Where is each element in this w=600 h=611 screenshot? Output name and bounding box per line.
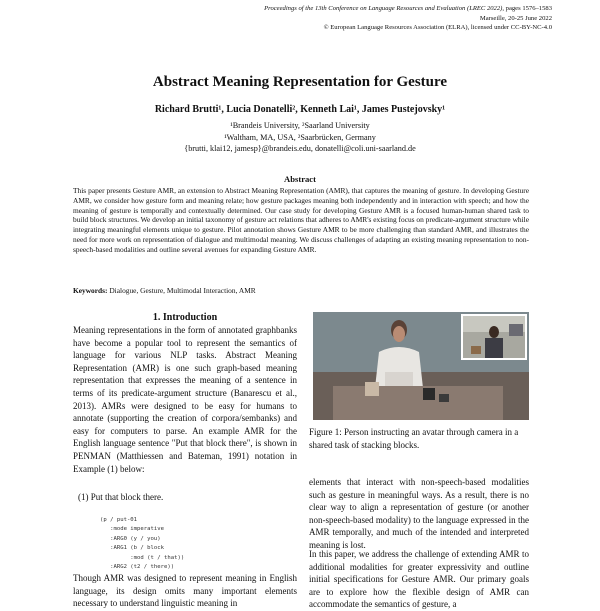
avatar-scene-illustration [313, 312, 529, 420]
body-paragraph: In this paper, we address the challenge of extending AMR to additional modalities for greater expressivity and outline initial specifications for Gesture AMR. Our primary goals are to explore how the flexible design of AMR can accommodate the semantics of gesture, a [309, 549, 529, 610]
abstract-heading: Abstract [284, 174, 316, 184]
paper-title: Abstract Meaning Representation for Gesture [152, 74, 448, 90]
body-paragraph: elements that interact with non-speech-based modalities such as gesture in meaningful ways. As a result, there is no clear way to align a representation of gesture (or another non-speech-based modality) to the language expressed in the AMR temporally, and much of the intended and interpreted meaning is lost. [309, 477, 529, 550]
header-line1: Proceedings of the 13th Conference on Language Resources and Evaluation (LREC 2022) [264, 5, 503, 12]
email-line: {brutti, klai12, jamesp}@brandeis.edu, donatelli@coli.uni-saarland.de [184, 144, 416, 153]
keywords [73, 286, 529, 295]
figure-caption: Figure 1: Person instructing an avatar through camera in a shared task of stacking blocks. [309, 427, 519, 450]
affiliation-line: ¹Brandeis University, ²Saarland University [230, 121, 370, 130]
abstract-text: This paper presents Gesture AMR, an extension to Abstract Meaning Representation (AMR), that captures the meaning of gesture. In developing Gesture AMR, we consider how gesture form and meaning relate; how gesture packages meaning both independently and in interaction with speech; and how the meaning of gesture is temporally and contextually determined. Our case study for developing Gesture AMR is a focused human-human shared task to build block structures. We develop an initial taxonomy of gesture act relations that adheres to AMR's existing focus on predicate-argument structure while integrating meaningful elements unique to gesture. Pilot annotation shows Gesture AMR to be more challenging than standard AMR, and illustrates the need for more work on representation of dialogue and multimodal meaning. We discuss challenges of adapting an existing meaning representation to non-speech-based modalities and outline several avenues for expanding Gesture AMR. [73, 186, 529, 254]
keywords-text: Dialogue, Gesture, Multimodal Interaction, AMR [107, 286, 256, 295]
keywords-label: Keywords: [73, 286, 108, 295]
affiliations [0, 120, 600, 155]
proceedings-header [72, 4, 552, 33]
section-heading: 1. Introduction [152, 312, 218, 323]
figure-image [313, 312, 529, 420]
affiliation-line: ¹Waltham, MA, USA, ²Saarbrücken, Germany [224, 132, 376, 142]
intro-paragraph: Though AMR was designed to represent meaning in English language, its design omits many important elements necessary to understand linguistic meaning in [73, 573, 297, 609]
header-pages: , pages 1576–1583 [502, 5, 552, 12]
amr-code-block: (p / put-01 :mode imperative :ARG0 (y / you) :ARG1 (b / block :mod (t / that)) :ARG2 (t2 / there)) [100, 517, 185, 571]
intro-paragraph: Meaning representations in the form of annotated graphbanks have become a popular tool to represent the semantics of language for various NLP tasks. Abstract Meaning Representation (AMR) is one such graph-based meaning representation that expresses the meaning of a sentence in terms of its predicate-argument structure (Banarescu et al., 2013). AMRs were designed to be easy for humans to annotate (supporting the creation of corpora/sembanks) and easy for computers to parse. An example AMR for the English language sentence "Put that block there", is shown in PENMAN (Matthiessen and Bateman, 1991) notation in Example (1) below: [73, 325, 297, 474]
example-sentence: (1) Put that block there. [78, 492, 164, 502]
header-line2: Marseille, 20-25 June 2022 [479, 14, 552, 22]
author-list: Richard Brutti¹, Lucia Donatelli², Kenneth Lai¹, James Pustejovsky¹ [154, 104, 446, 115]
header-line3: © European Language Resources Association (ELRA), licensed under CC-BY-NC-4.0 [323, 24, 552, 31]
